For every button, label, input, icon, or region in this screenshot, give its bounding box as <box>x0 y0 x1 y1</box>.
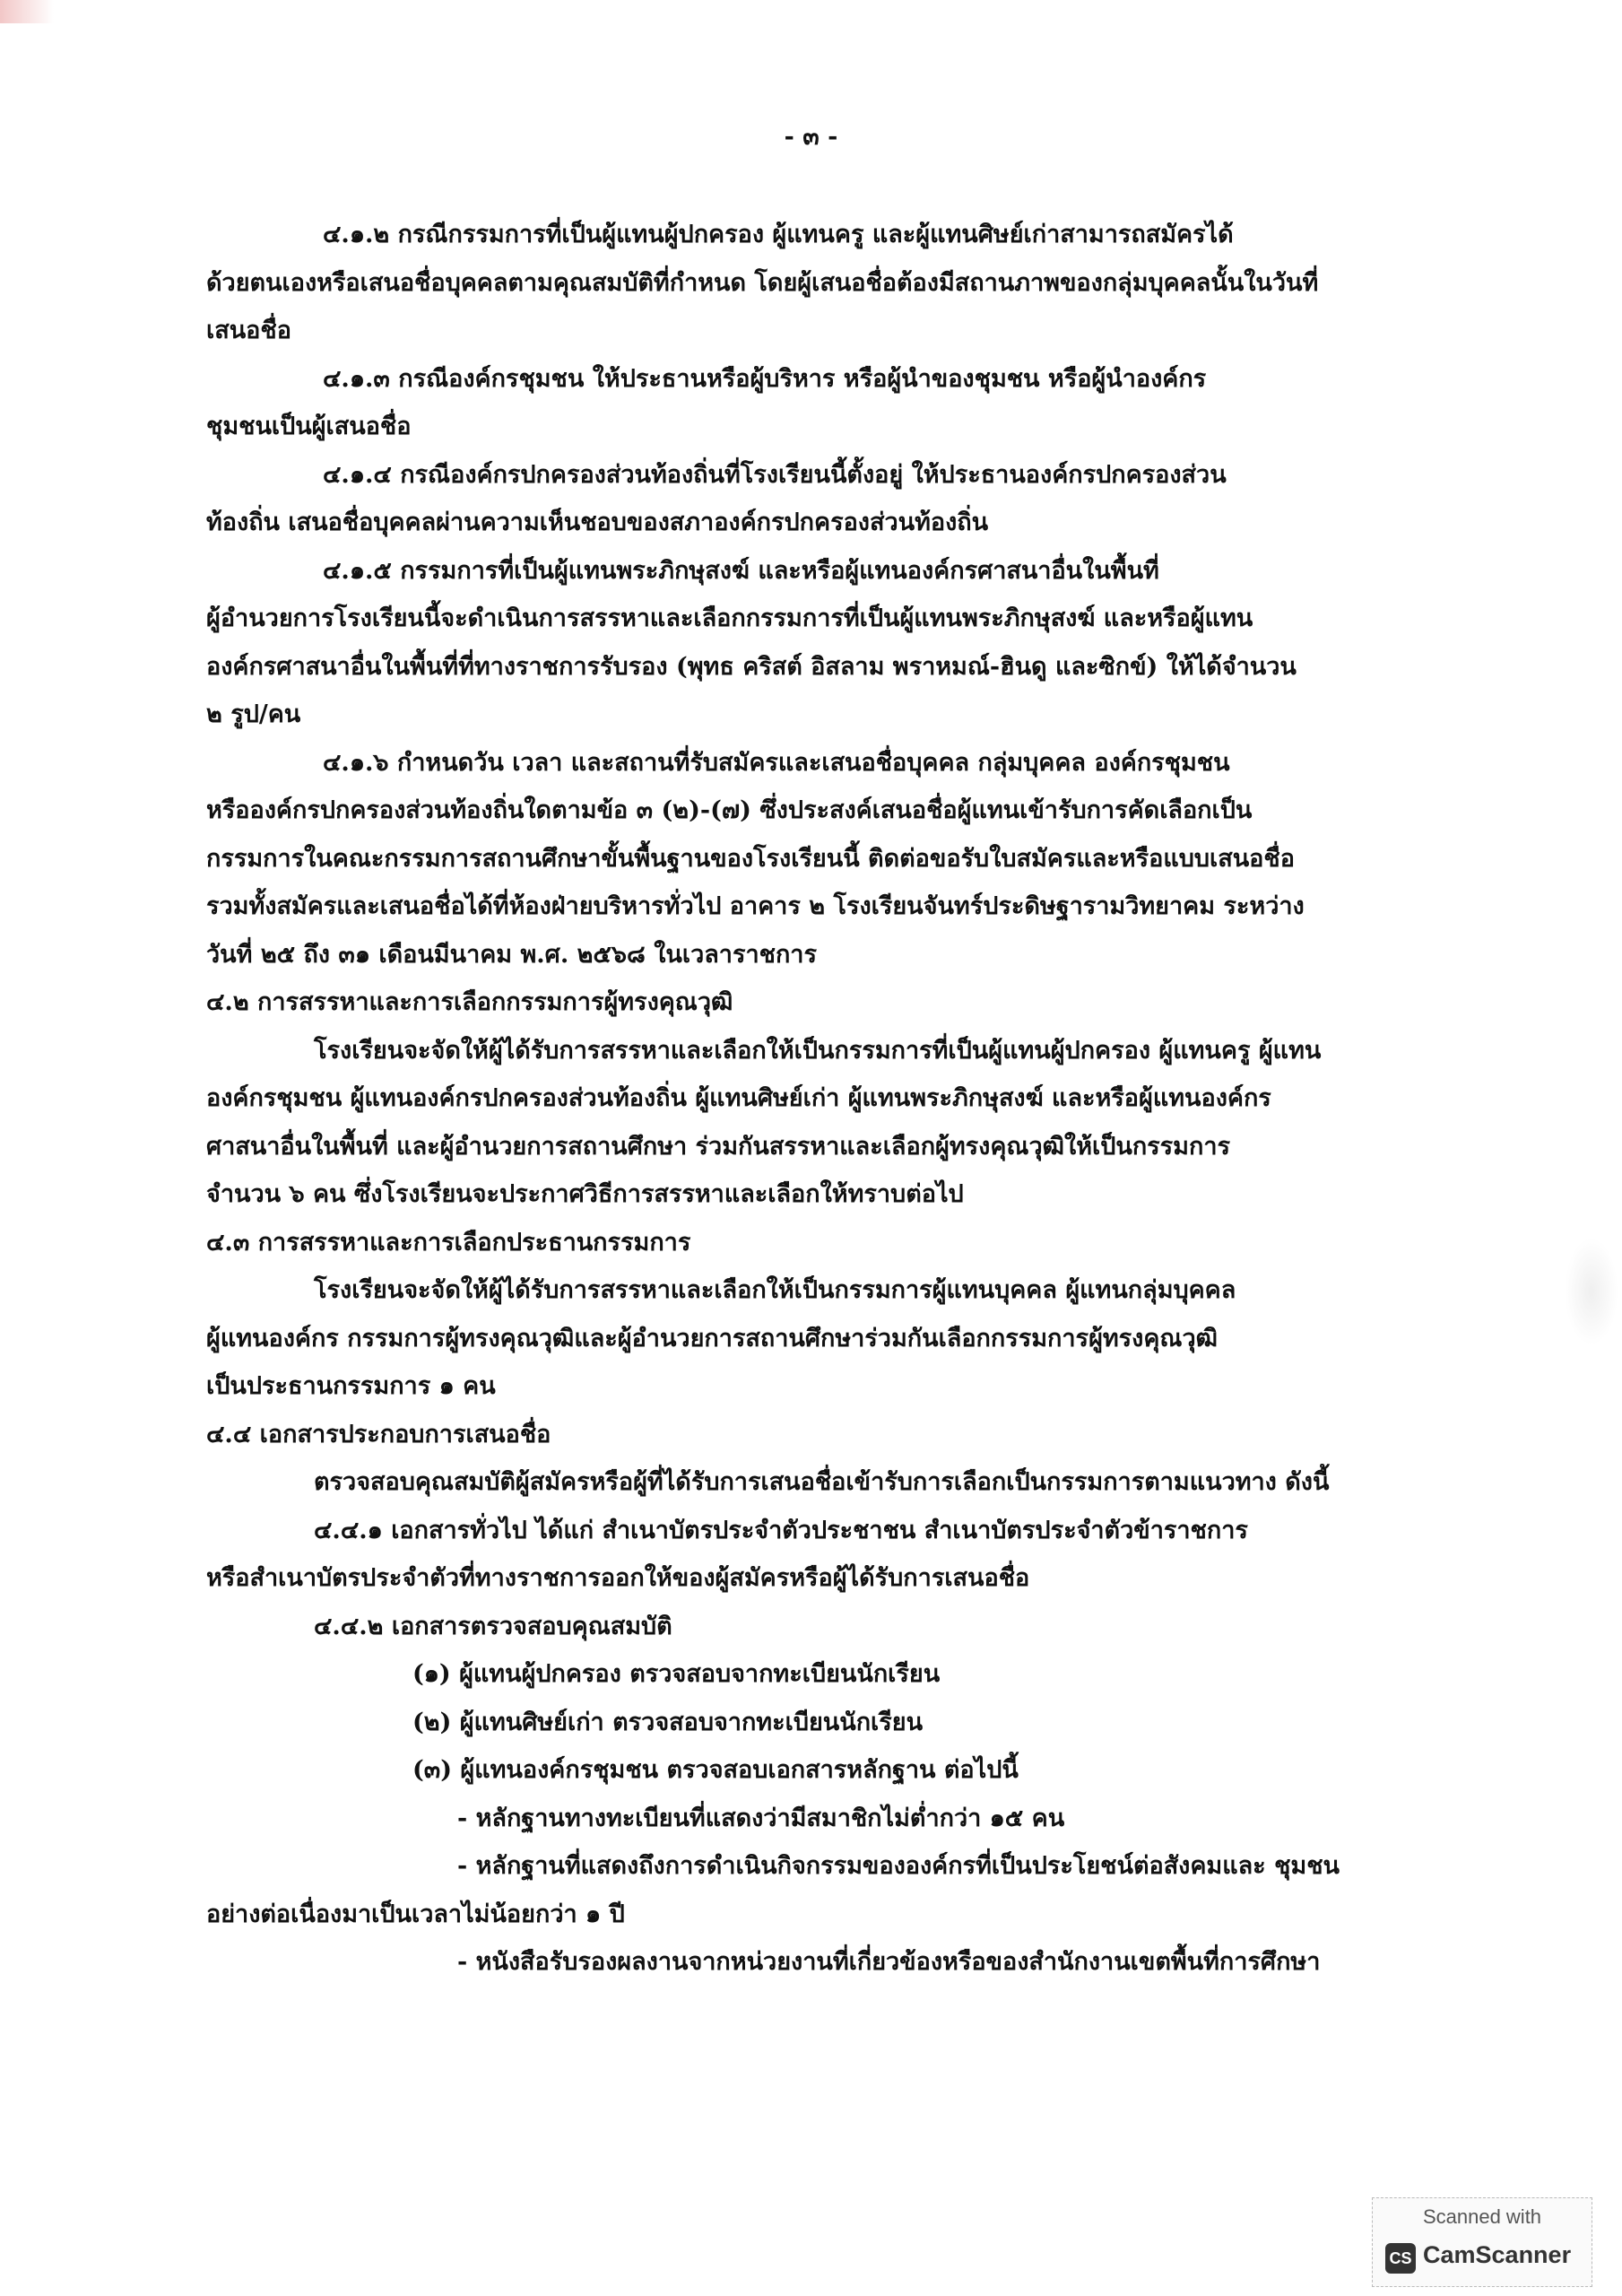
scan-shadow <box>1565 1238 1618 1345</box>
text-line: ๔.๑.๓ กรณีองค์กรชุมชน ให้ประธานหรือผู้บริหาร หรือผู้นำของชุมชน หรือผู้นำองค์กร <box>323 364 1207 393</box>
text-line: ๔.๑.๒ กรณีกรรมการที่เป็นผู้แทนผู้ปกครอง ผู้แทนครู และผู้แทนศิษย์เก่าสามารถสมัครได้ <box>323 221 1234 248</box>
text-line: ๔.๑.๕ กรรมการที่เป็นผู้แทนพระภิกษุสงฆ์ และหรือผู้แทนองค์กรศาสนาอื่นในพื้นที่ <box>323 556 1159 585</box>
text-line: (๑) ผู้แทนผู้ปกครอง ตรวจสอบจากทะเบียนนักเรียน <box>412 1660 941 1688</box>
text-line: วันที่ ๒๕ ถึง ๓๑ เดือนมีนาคม พ.ศ. ๒๕๖๘ ในเวลาราชการ <box>206 940 817 969</box>
watermark-caption: Scanned with <box>1422 2205 1542 2228</box>
text-line: โรงเรียนจะจัดให้ผู้ได้รับการสรรหาและเลือกให้เป็นกรรมการผู้แทนบุคคล ผู้แทนกลุ่มบุคคล <box>314 1276 1236 1304</box>
text-line: หรือองค์กรปกครองส่วนท้องถิ่นใดตามข้อ ๓ (๒)-(๗) ซึ่งประสงค์เสนอชื่อผู้แทนเข้ารับการคัดเลือกเป็น <box>206 796 1253 824</box>
text-line: ๔.๔ เอกสารประกอบการเสนอชื่อ <box>206 1420 551 1448</box>
text-line: - หลักฐานที่แสดงถึงการดำเนินกิจกรรมขององค์กรที่เป็นประโยชน์ต่อสังคมและ ชุมชน <box>457 1852 1340 1880</box>
text-line: เสนอชื่อ <box>206 317 291 344</box>
text-line: ๔.๒ การสรรหาและการเลือกกรรมการผู้ทรงคุณวุฒิ <box>206 988 733 1016</box>
text-line: อย่างต่อเนื่องมาเป็นเวลาไม่น้อยกว่า ๑ ปี <box>206 1900 625 1928</box>
page-number: - ๓ - <box>784 123 838 151</box>
watermark-brand: CamScanner <box>1423 2241 1572 2268</box>
camscanner-watermark <box>1372 2197 1592 2287</box>
text-line: ศาสนาอื่นในพื้นที่ และผู้อำนวยการสถานศึกษา ร่วมกันสรรหาและเลือกผู้ทรงคุณวุฒิให้เป็นกรรมการ <box>206 1132 1230 1161</box>
text-line: ท้องถิ่น เสนอชื่อบุคคลผ่านความเห็นชอบของสภาองค์กรปกครองส่วนท้องถิ่น <box>206 509 989 536</box>
text-line: โรงเรียนจะจัดให้ผู้ได้รับการสรรหาและเลือกให้เป็นกรรมการที่เป็นผู้แทนผู้ปกครอง ผู้แทนครู ผู้แทน <box>314 1036 1322 1065</box>
text-line: ๒ รูป/คน <box>206 700 301 728</box>
camscanner-logo-icon: CS <box>1385 2243 1416 2274</box>
scan-mark <box>0 0 54 23</box>
text-line: ผู้อำนวยการโรงเรียนนี้จะดำเนินการสรรหาและเลือกกรรมการที่เป็นผู้แทนพระภิกษุสงฆ์ และหรือผู้แทน <box>206 604 1253 632</box>
text-line: (๒) ผู้แทนศิษย์เก่า ตรวจสอบจากทะเบียนนักเรียน <box>412 1708 924 1736</box>
text-line: (๓) ผู้แทนองค์กรชุมชน ตรวจสอบเอกสารหลักฐาน ต่อไปนี้ <box>412 1756 1019 1784</box>
text-line: ด้วยตนเองหรือเสนอชื่อบุคคลตามคุณสมบัติที่กำหนด โดยผู้เสนอชื่อต้องมีสถานภาพของกลุ่มบุคคลนั้นในวันที่ <box>206 268 1319 297</box>
text-line: เป็นประธานกรรมการ ๑ คน <box>206 1372 496 1400</box>
text-line: - หนังสือรับรองผลงานจากหน่วยงานที่เกี่ยวข้องหรือของสำนักงานเขตพื้นที่การศึกษา <box>457 1948 1321 1976</box>
text-line: ๔.๔.๑ เอกสารทั่วไป ได้แก่ สำเนาบัตรประจำตัวประชาชน สำเนาบัตรประจำตัวข้าราชการ <box>314 1516 1248 1544</box>
text-line: จำนวน ๖ คน ซึ่งโรงเรียนจะประกาศวิธีการสรรหาและเลือกให้ทราบต่อไป <box>206 1180 964 1208</box>
text-line: รวมทั้งสมัครและเสนอชื่อได้ที่ห้องฝ่ายบริหารทั่วไป อาคาร ๒ โรงเรียนจันทร์ประดิษฐารามวิทยาคม ระหว่าง <box>206 892 1305 920</box>
text-line: ๔.๔.๒ เอกสารตรวจสอบคุณสมบัติ <box>314 1612 672 1640</box>
text-line: กรรมการในคณะกรรมการสถานศึกษาขั้นพื้นฐานของโรงเรียนนี้ ติดต่อขอรับใบสมัครและหรือแบบเสนอชื่อ <box>206 844 1295 873</box>
text-line: ๔.๑.๔ กรณีองค์กรปกครองส่วนท้องถิ่นที่โรงเรียนนี้ตั้งอยู่ ให้ประธานองค์กรปกครองส่วน <box>323 460 1227 489</box>
text-line: - หลักฐานทางทะเบียนที่แสดงว่ามีสมาชิกไม่ต่ำกว่า ๑๕ คน <box>457 1804 1065 1832</box>
text-line: องค์กรชุมชน ผู้แทนองค์กรปกครองส่วนท้องถิ่น ผู้แทนศิษย์เก่า ผู้แทนพระภิกษุสงฆ์ และหรือผู้แทนองค์กร <box>206 1084 1271 1112</box>
text-line: หรือสำเนาบัตรประจำตัวที่ทางราชการออกให้ของผู้สมัครหรือผู้ได้รับการเสนอชื่อ <box>206 1564 1030 1592</box>
text-line: ตรวจสอบคุณสมบัติผู้สมัครหรือผู้ที่ได้รับการเสนอชื่อเข้ารับการเลือกเป็นกรรมการตามแนวทาง ดังนี้ <box>314 1468 1330 1496</box>
document-body <box>206 211 1439 1987</box>
text-line: ชุมชนเป็นผู้เสนอชื่อ <box>206 413 412 440</box>
text-line: ผู้แทนองค์กร กรรมการผู้ทรงคุณวุฒิและผู้อำนวยการสถานศึกษาร่วมกันเลือกกรรมการผู้ทรงคุณวุฒิ <box>206 1324 1219 1352</box>
text-line: ๔.๓ การสรรหาและการเลือกประธานกรรมการ <box>206 1228 691 1257</box>
text-line: ๔.๑.๖ กำหนดวัน เวลา และสถานที่รับสมัครและเสนอชื่อบุคคล กลุ่มบุคคล องค์กรชุมชน <box>323 748 1230 777</box>
text-line: องค์กรศาสนาอื่นในพื้นที่ที่ทางราชการรับรอง (พุทธ คริสต์ อิสลาม พราหมณ์-ฮินดู และซิกข์) ให้ได้จำนวน <box>206 652 1297 681</box>
